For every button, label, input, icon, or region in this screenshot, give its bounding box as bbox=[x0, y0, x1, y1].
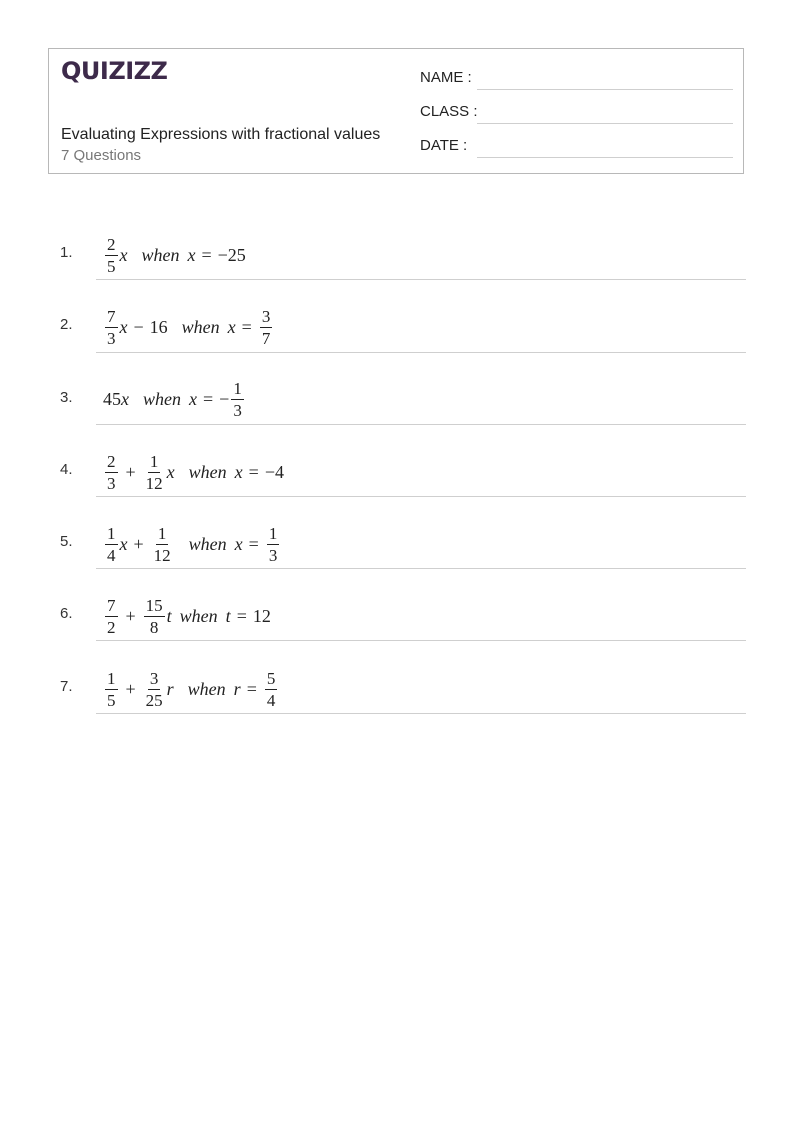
question-expression: $\frac{2}{3}$ + $\frac{1}{12}$ x when x = −4 bbox=[107, 452, 284, 493]
fraction: $\frac{1}{4}$ bbox=[107, 524, 116, 565]
class-label: CLASS : bbox=[420, 103, 478, 120]
fraction: $\frac{3}{7}$ bbox=[261, 307, 271, 348]
worksheet-title: Evaluating Expressions with fractional values bbox=[61, 126, 381, 143]
question-5 bbox=[0, 497, 746, 569]
fraction: $\frac{7}{2}$ bbox=[107, 596, 116, 637]
fraction: $\frac{7}{3}$ bbox=[107, 307, 116, 348]
answer-rule bbox=[96, 279, 746, 280]
question-expression: $\frac{2}{5}$ x when x = −25 bbox=[107, 235, 246, 276]
question-number: 4. bbox=[60, 461, 73, 478]
question-number: 1. bbox=[60, 244, 73, 261]
fraction: $\frac{1}{5}$ bbox=[107, 669, 116, 710]
question-number: 3. bbox=[60, 389, 73, 406]
question-7 bbox=[0, 642, 746, 714]
question-4 bbox=[0, 425, 746, 497]
fraction: $\frac{5}{4}$ bbox=[266, 669, 276, 710]
question-6 bbox=[0, 569, 746, 641]
name-label: NAME : bbox=[420, 69, 472, 86]
question-1 bbox=[0, 208, 746, 280]
fraction: $\frac{1}{12}$ bbox=[153, 524, 171, 565]
fraction: $\frac{2}{5}$ bbox=[107, 235, 116, 276]
question-expression: $\frac{1}{4}$ x + $\frac{1}{12}$ when x = $\frac{1}{3}$ bbox=[107, 524, 278, 565]
question-number: 6. bbox=[60, 605, 73, 622]
fraction: $\frac{3}{25}$ bbox=[145, 669, 163, 710]
question-count: 7 Questions bbox=[61, 147, 142, 164]
question-number: 2. bbox=[60, 316, 73, 333]
quizizz-logo: QUIZIZZ bbox=[61, 57, 168, 85]
question-expression: $\frac{1}{5}$ + $\frac{3}{25}$ r when r = $\frac{5}{4}$ bbox=[107, 669, 276, 710]
class-line[interactable] bbox=[477, 123, 733, 124]
answer-rule bbox=[96, 713, 746, 714]
question-expression: $\frac{7}{2}$ + $\frac{15}{8}$ t when t = 12 bbox=[107, 596, 271, 637]
question-number: 5. bbox=[60, 533, 73, 550]
question-number: 7. bbox=[60, 678, 73, 695]
fraction: $\frac{15}{8}$ bbox=[145, 596, 163, 637]
name-line[interactable] bbox=[477, 89, 733, 90]
fraction: $\frac{2}{3}$ bbox=[107, 452, 116, 493]
answer-rule bbox=[96, 640, 746, 641]
question-expression: 45 x when x = − $\frac{1}{3}$ bbox=[103, 379, 242, 420]
worksheet-header bbox=[48, 48, 744, 174]
fraction: $\frac{1}{3}$ bbox=[233, 379, 242, 420]
date-label: DATE : bbox=[420, 137, 468, 154]
question-3 bbox=[0, 353, 746, 425]
question-expression: $\frac{7}{3}$ x − 16 when x = $\frac{3}{7}$ bbox=[107, 307, 271, 348]
fraction: $\frac{1}{12}$ bbox=[145, 452, 163, 493]
date-line[interactable] bbox=[477, 157, 733, 158]
fraction: $\frac{1}{3}$ bbox=[268, 524, 278, 565]
question-2 bbox=[0, 281, 746, 353]
